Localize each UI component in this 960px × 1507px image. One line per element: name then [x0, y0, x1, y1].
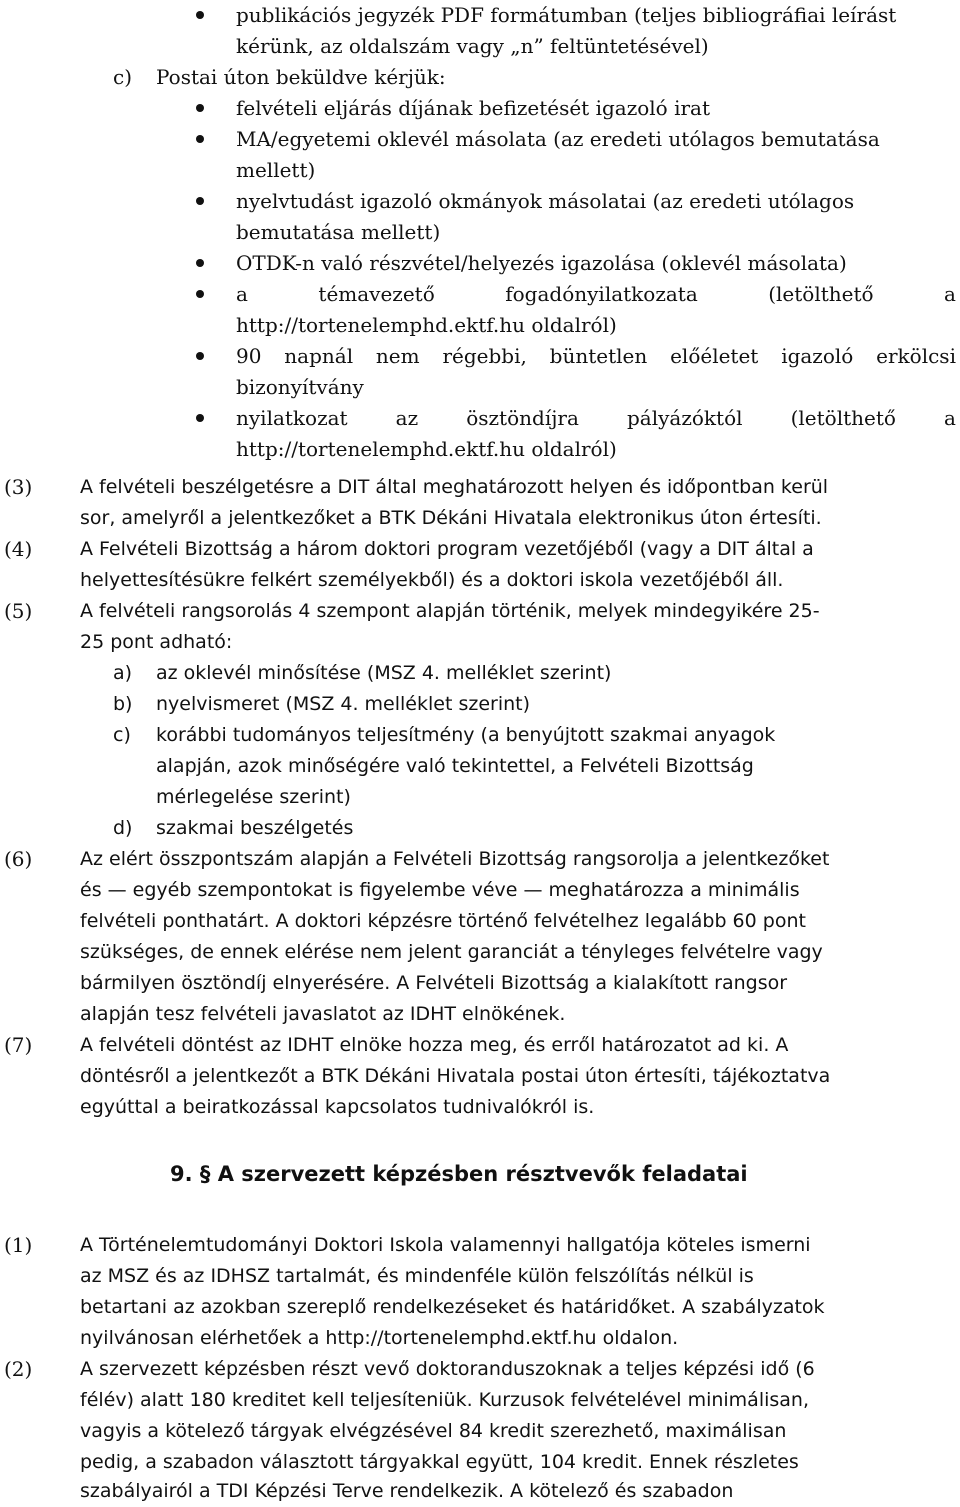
- list-item-language: nyelvtudást igazoló okmányok másolatai (az eredeti utólagos: [236, 189, 855, 213]
- paragraph-5-line: 25 pont adható:: [80, 631, 233, 653]
- paragraph-3-line: A felvételi beszélgetésre a DIT által meghatározott helyen és időpontban kerül: [80, 476, 829, 498]
- list-item-diploma: MA/egyetemi oklevél másolata (az eredeti utólagos bemutatása: [236, 127, 880, 151]
- paragraph-6-line: szükséges, de ennek elérése nem jelent garanciát a tényleges felvételre vagy: [80, 941, 823, 963]
- bullet-icon: [196, 352, 204, 360]
- paragraph-3-line: sor, amelyről a jelentkezőket a BTK Dékáni Hivatala elektronikus úton értesíti.: [80, 507, 822, 529]
- section-1-line: az MSZ és az IDHSZ tartalmát, és mindenféle külön felszólítás nélkül is: [80, 1265, 754, 1287]
- paragraph-7-line: A felvételi döntést az IDHT elnöke hozza meg, és erről határozatot ad ki. A: [80, 1034, 789, 1056]
- bullet-icon: [196, 104, 204, 112]
- paragraph-number: (4): [4, 537, 33, 561]
- criteria-text: az oklevél minősítése (MSZ 4. melléklet szerint): [156, 662, 612, 684]
- section-1-line: A Történelemtudományi Doktori Iskola valamennyi hallgatója köteles ismerni: [80, 1234, 811, 1256]
- c-text: Postai úton beküldve kérjük:: [156, 65, 446, 89]
- criteria-text: alapján, azok minőségére való tekintettel, a Felvételi Bizottság: [156, 755, 754, 777]
- list-item-diploma-cont: mellett): [236, 158, 316, 182]
- paragraph-7-line: egyúttal a beiratkozással kapcsolatos tudnivalókról is.: [80, 1096, 595, 1118]
- list-item-certificate: 90 napnál nem régebbi, büntetlen előéletet igazoló erkölcsi: [236, 344, 956, 368]
- paragraph-number: (3): [4, 475, 33, 499]
- c-label: c): [113, 65, 133, 89]
- paragraph-number: (2): [4, 1357, 33, 1381]
- section-2-line: szabályairól a TDI Képzési Terve rendelkezik. A kötelező és szabadon: [80, 1480, 734, 1502]
- criteria-label: c): [113, 724, 131, 746]
- paragraph-4-line: helyettesítésükre felkért személyekből) és a doktori iskola vezetőjéből áll.: [80, 569, 784, 591]
- list-item-declaration-cont: http://tortenelemphd.ektf.hu oldalról): [236, 437, 617, 461]
- paragraph-number: (7): [4, 1033, 33, 1057]
- section-2-line: pedig, a szabadon választott tárgyakkal együtt, 104 kredit. Ennek részletes: [80, 1451, 799, 1473]
- paragraph-number: (5): [4, 599, 33, 623]
- criteria-text: mérlegelése szerint): [156, 786, 351, 808]
- bullet-icon: [196, 11, 204, 19]
- section-1-line: betartani az azokban szereplő rendelkezéseket és határidőket. A szabályzatok: [80, 1296, 825, 1318]
- bullet-icon: [196, 135, 204, 143]
- list-item-supervisor: a témavezető fogadónyilatkozata (letölthető a: [236, 282, 956, 306]
- criteria-text: korábbi tudományos teljesítmény (a benyújtott szakmai anyagok: [156, 724, 776, 746]
- criteria-label: d): [113, 817, 133, 839]
- criteria-text: szakmai beszélgetés: [156, 817, 354, 839]
- paragraph-6-line: bármilyen ösztöndíj elnyerésére. A Felvételi Bizottság a kialakított rangsor: [80, 972, 788, 994]
- bullet-icon: [196, 290, 204, 298]
- paragraph-4-line: A Felvételi Bizottság a három doktori program vezetőjéből (vagy a DIT által a: [80, 538, 814, 560]
- criteria-label: a): [113, 662, 133, 684]
- list-item-otdk: OTDK-n való részvétel/helyezés igazolása (oklevél másolata): [236, 251, 847, 275]
- section-heading: 9. § A szervezett képzésben résztvevők feladatai: [170, 1162, 748, 1186]
- list-item-supervisor-cont: http://tortenelemphd.ektf.hu oldalról): [236, 313, 617, 337]
- paragraph-6-line: alapján tesz felvételi javaslatot az IDHT elnökének.: [80, 1003, 566, 1025]
- list-item-declaration: nyilatkozat az ösztöndíjra pályázóktól (letölthető a: [236, 406, 956, 430]
- section-2-line: vagyis a kötelező tárgyak elvégzésével 84 kredit szerezhető, maximálisan: [80, 1420, 787, 1442]
- paragraph-5-line: A felvételi rangsorolás 4 szempont alapján történik, melyek mindegyikére 25-: [80, 600, 820, 622]
- list-item-fee: felvételi eljárás díjának befizetését igazoló irat: [236, 96, 710, 120]
- list-item-pub-cont: kérünk, az oldalszám vagy „n” feltüntetésével): [236, 34, 709, 58]
- bullet-icon: [196, 414, 204, 422]
- bullet-icon: [196, 197, 204, 205]
- paragraph-6-line: és — egyéb szempontokat is figyelembe véve — meghatározza a minimális: [80, 879, 800, 901]
- list-item-certificate-cont: bizonyítvány: [236, 375, 364, 399]
- paragraph-number: (6): [4, 847, 33, 871]
- paragraph-6-line: felvételi ponthatárt. A doktori képzésre történő felvételhez legalább 60 pont: [80, 910, 806, 932]
- section-2-line: félév) alatt 180 kreditet kell teljesíteniük. Kurzusok felvételével minimálisan,: [80, 1389, 810, 1411]
- list-item-language-cont: bemutatása mellett): [236, 220, 441, 244]
- criteria-text: nyelvismeret (MSZ 4. melléklet szerint): [156, 693, 530, 715]
- criteria-label: b): [113, 693, 133, 715]
- section-2-line: A szervezett képzésben részt vevő doktoranduszoknak a teljes képzési idő (6: [80, 1358, 815, 1380]
- list-item-pub: publikációs jegyzék PDF formátumban (teljes bibliográfiai leírást: [236, 3, 897, 27]
- paragraph-number: (1): [4, 1233, 33, 1257]
- paragraph-7-line: döntésről a jelentkezőt a BTK Dékáni Hivatala postai úton értesíti, tájékoztatva: [80, 1065, 831, 1087]
- section-1-line: nyilvánosan elérhetőek a http://tortenelemphd.ektf.hu oldalon.: [80, 1327, 679, 1349]
- paragraph-6-line: Az elért összpontszám alapján a Felvételi Bizottság rangsorolja a jelentkezőket: [80, 848, 830, 870]
- bullet-icon: [196, 259, 204, 267]
